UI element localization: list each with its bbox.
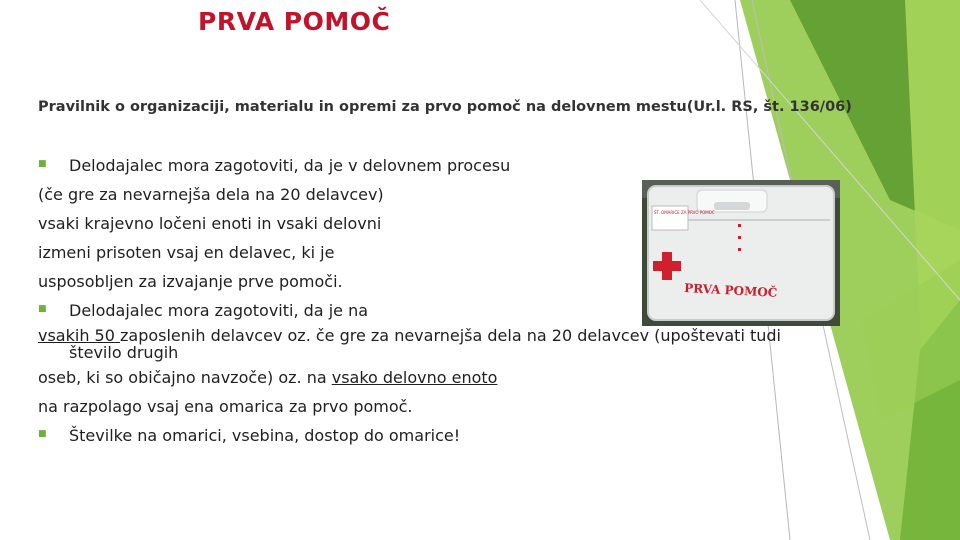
text-line: vsakih 50 zaposlenih delavcev oz. če gre za nevarnejša dela na 20 delavcev (upoštevati tudi število drugih bbox=[38, 326, 781, 362]
kit-label: PRVA POMOČ bbox=[683, 281, 778, 300]
text-line: usposobljen za izvajanje prve pomoči. bbox=[38, 272, 343, 291]
text-line: (če gre za nevarnejša dela na 20 delavcev) bbox=[38, 185, 384, 204]
list-item: ■ Številke na omarici, vsebina, dostop do omarice! bbox=[38, 421, 838, 450]
slide-subtitle: Pravilnik o organizaciji, materialu in opremi za prvo pomoč na delovnem mestu(Ur.l. RS, št. 136/06) bbox=[38, 99, 852, 115]
list-item: ■ Delodajalec mora zagotoviti, da je na bbox=[38, 296, 838, 325]
text-line: na razpolago vsaj ena omarica za prvo pomoč. bbox=[38, 397, 413, 416]
square-bullet-icon: ■ bbox=[38, 159, 47, 169]
text-line: izmeni prisoten vsaj en delavec, ki je bbox=[38, 243, 335, 262]
text-line: oseb, ki so običajno navzoče) oz. na vsako delovno enoto bbox=[38, 368, 498, 387]
kit-small-label: ŠT. OMARICE ZA PRVO POMOČ bbox=[654, 210, 715, 215]
square-bullet-icon: ■ bbox=[38, 429, 47, 439]
list-item: ■ Delodajalec mora zagotoviti, da je v delovnem procesu bbox=[38, 151, 838, 180]
square-bullet-icon: ■ bbox=[38, 304, 47, 314]
text-line: vsaki krajevno ločeni enoti in vsaki delovni bbox=[38, 214, 382, 233]
underlined-text: vsako delovno enoto bbox=[331, 368, 498, 387]
body-text bbox=[38, 151, 838, 450]
slide-title: PRVA POMOČ bbox=[198, 7, 391, 36]
underlined-text: vsakih 50 bbox=[38, 326, 120, 345]
